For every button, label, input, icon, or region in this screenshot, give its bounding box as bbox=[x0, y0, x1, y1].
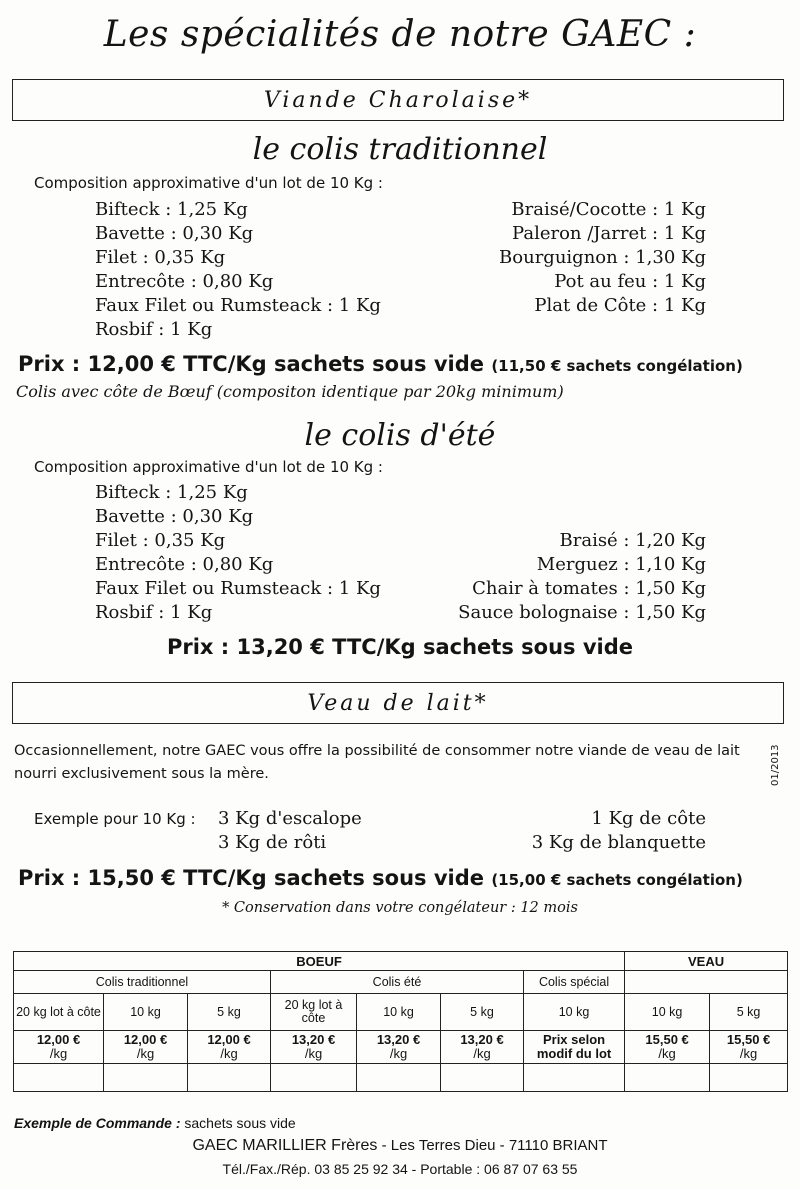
list-item: Entrecôte : 0,80 Kg bbox=[95, 271, 274, 292]
price-cell: 15,50 € /kg bbox=[710, 1031, 788, 1064]
weight-cell: 5 kg bbox=[188, 994, 271, 1031]
price-cell: 13,20 € /kg bbox=[357, 1031, 441, 1064]
list-item: Braisé : 1,20 Kg bbox=[559, 530, 706, 551]
sub-special: Colis spécial bbox=[524, 971, 625, 994]
veau-conservation-note: * Conservation dans votre congélateur : 12 mois bbox=[222, 900, 578, 916]
quantity-input-cell[interactable] bbox=[357, 1064, 441, 1092]
quantity-input-cell[interactable] bbox=[104, 1064, 188, 1092]
traditionnel-note: Colis avec côte de Bœuf (compositon identique par 20kg minimum) bbox=[16, 382, 564, 401]
contact-line: Tél./Fax./Rép. 03 85 25 92 34 - Portable : 06 87 07 63 55 bbox=[222, 1161, 578, 1177]
list-item: Rosbif : 1 Kg bbox=[95, 319, 213, 340]
list-item: Bifteck : 1,25 Kg bbox=[95, 199, 248, 220]
list-item: Faux Filet ou Rumsteack : 1 Kg bbox=[95, 578, 381, 599]
price-alt: (11,50 € sachets congélation) bbox=[491, 357, 743, 375]
order-example-value: sachets sous vide bbox=[184, 1115, 296, 1131]
list-item: Faux Filet ou Rumsteack : 1 Kg bbox=[95, 295, 381, 316]
list-item: Filet : 0,35 Kg bbox=[95, 530, 226, 551]
list-item: Bifteck : 1,25 Kg bbox=[95, 482, 248, 503]
quantity-input-cell[interactable] bbox=[710, 1064, 788, 1092]
veau-price bbox=[18, 866, 743, 890]
charolaise-header: Viande Charolaise* bbox=[12, 79, 784, 121]
weight-cell: 20 kg lot à côte bbox=[14, 994, 104, 1031]
veau-header: Veau de lait* bbox=[12, 682, 784, 724]
price-main: Prix : 12,00 € TTC/Kg sachets sous vide bbox=[18, 352, 485, 376]
list-item: Bavette : 0,30 Kg bbox=[95, 506, 254, 527]
sub-traditionnel: Colis traditionnel bbox=[14, 971, 271, 994]
list-item: 1 Kg de côte bbox=[591, 808, 706, 829]
price-cell: 12,00 € /kg bbox=[14, 1031, 104, 1064]
list-item: Chair à tomates : 1,50 Kg bbox=[472, 578, 706, 599]
order-example-label: Exemple de Commande : bbox=[14, 1115, 181, 1131]
veau-paragraph-line2: nourri exclusivement sous la mère. bbox=[14, 766, 269, 782]
sub-ete: Colis été bbox=[271, 971, 524, 994]
veau-paragraph-line1: Occasionnellement, notre GAEC vous offre la possibilité de consommer notre viande de veau de lait bbox=[14, 743, 740, 759]
weight-cell: 10 kg bbox=[104, 994, 188, 1031]
list-item: Bourguignon : 1,30 Kg bbox=[499, 247, 706, 268]
quantity-input-cell[interactable] bbox=[188, 1064, 271, 1092]
list-item: Filet : 0,35 Kg bbox=[95, 247, 226, 268]
page-title: Les spécialités de notre GAEC : bbox=[103, 14, 697, 55]
list-item: 3 Kg de blanquette bbox=[531, 832, 706, 853]
price-cell: 12,00 € /kg bbox=[188, 1031, 271, 1064]
weight-cell: 5 kg bbox=[441, 994, 524, 1031]
company-line bbox=[0, 1137, 800, 1155]
list-item: Rosbif : 1 Kg bbox=[95, 602, 213, 623]
group-boeuf: BOEUF bbox=[14, 952, 625, 971]
colis-ete-title: le colis d'été bbox=[304, 418, 496, 453]
list-item: Plat de Côte : 1 Kg bbox=[534, 295, 706, 316]
weight-cell: 10 kg bbox=[357, 994, 441, 1031]
list-item: Paleron /Jarret : 1 Kg bbox=[512, 223, 706, 244]
quantity-input-cell[interactable] bbox=[441, 1064, 524, 1092]
weight-cell: 20 kg lot à côte bbox=[271, 994, 357, 1031]
sub-veau-empty bbox=[625, 971, 788, 994]
list-item: Braisé/Cocotte : 1 Kg bbox=[511, 199, 706, 220]
list-item: 3 Kg de rôti bbox=[218, 832, 327, 853]
traditionnel-composition-label: Composition approximative d'un lot de 10 Kg : bbox=[34, 174, 383, 192]
ete-composition-label: Composition approximative d'un lot de 10 Kg : bbox=[34, 458, 383, 476]
price-main: Prix : 15,50 € TTC/Kg sachets sous vide bbox=[18, 866, 485, 890]
colis-traditionnel-title: le colis traditionnel bbox=[252, 132, 548, 167]
side-date: 01/2013 bbox=[770, 744, 781, 786]
quantity-input-cell[interactable] bbox=[14, 1064, 104, 1092]
quantity-input-cell[interactable] bbox=[271, 1064, 357, 1092]
price-cell: 15,50 € /kg bbox=[625, 1031, 710, 1064]
price-alt: (15,00 € sachets congélation) bbox=[491, 871, 743, 889]
price-cell: 13,20 € /kg bbox=[441, 1031, 524, 1064]
company-name: GAEC MARILLIER Frères bbox=[192, 1137, 378, 1154]
price-cell: 12,00 € /kg bbox=[104, 1031, 188, 1064]
list-item: 3 Kg d'escalope bbox=[218, 808, 362, 829]
quantity-input-cell[interactable] bbox=[524, 1064, 625, 1092]
list-item: Merguez : 1,10 Kg bbox=[536, 554, 706, 575]
list-item: Pot au feu : 1 Kg bbox=[554, 271, 706, 292]
weight-cell: 10 kg bbox=[524, 994, 625, 1031]
price-cell: 13,20 € /kg bbox=[271, 1031, 357, 1064]
weight-cell: 10 kg bbox=[625, 994, 710, 1031]
price-cell: Prix selon modif du lot bbox=[524, 1031, 625, 1064]
group-veau: VEAU bbox=[625, 952, 788, 971]
company-address: - Les Terres Dieu - 71110 BRIANT bbox=[381, 1137, 608, 1154]
weight-cell: 5 kg bbox=[710, 994, 788, 1031]
quantity-input-cell[interactable] bbox=[625, 1064, 710, 1092]
order-example bbox=[14, 1115, 296, 1131]
ete-price: Prix : 13,20 € TTC/Kg sachets sous vide bbox=[166, 635, 633, 659]
traditionnel-price bbox=[18, 352, 743, 376]
list-item: Entrecôte : 0,80 Kg bbox=[95, 554, 274, 575]
order-table bbox=[13, 951, 788, 1092]
list-item: Bavette : 0,30 Kg bbox=[95, 223, 254, 244]
list-item: Sauce bolognaise : 1,50 Kg bbox=[458, 602, 706, 623]
veau-example-label: Exemple pour 10 Kg : bbox=[34, 810, 196, 828]
